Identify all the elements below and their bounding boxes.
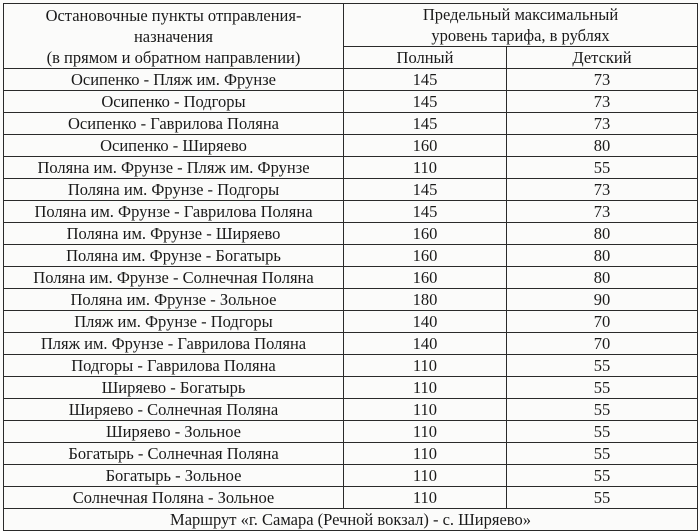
full-fare-cell: 145 [344,179,507,201]
child-fare-cell: 55 [507,157,698,179]
child-fare-cell: 55 [507,487,698,509]
stops-cell: Осипенко - Ширяево [4,135,344,157]
full-fare-cell: 110 [344,443,507,465]
child-fare-cell: 73 [507,179,698,201]
full-fare-cell: 110 [344,421,507,443]
table-row [4,421,698,443]
fare-table-header [4,4,698,69]
child-fare-cell: 55 [507,443,698,465]
full-fare-cell: 110 [344,487,507,509]
tariff-header-line2: уровень тарифа, в рублях [431,26,610,45]
table-row [4,113,698,135]
stops-cell: Осипенко - Пляж им. Фрунзе [4,69,344,91]
full-fare-header: Полный [344,47,507,69]
table-row [4,289,698,311]
stops-cell: Поляна им. Фрунзе - Подгоры [4,179,344,201]
table-row [4,69,698,91]
stops-cell: Поляна им. Фрунзе - Богатырь [4,245,344,267]
table-row [4,399,698,421]
tariff-column-header [344,4,698,47]
table-row [4,487,698,509]
stops-cell: Пляж им. Фрунзе - Гаврилова Поляна [4,333,344,355]
table-row [4,333,698,355]
full-fare-cell: 140 [344,311,507,333]
table-row [4,201,698,223]
table-row [4,179,698,201]
child-fare-cell: 80 [507,135,698,157]
child-fare-cell: 73 [507,201,698,223]
stops-cell: Ширяево - Зольное [4,421,344,443]
child-fare-cell: 70 [507,311,698,333]
stops-header-line2: назначения [133,26,214,46]
child-fare-cell: 73 [507,69,698,91]
child-fare-cell: 55 [507,355,698,377]
stops-cell: Ширяево - Солнечная Поляна [4,399,344,421]
stops-cell: Ширяево - Богатырь [4,377,344,399]
table-row [4,311,698,333]
fare-table-body [4,69,698,509]
full-fare-cell: 110 [344,377,507,399]
stops-cell: Богатырь - Зольное [4,465,344,487]
full-fare-cell: 140 [344,333,507,355]
stops-cell: Богатырь - Солнечная Поляна [4,443,344,465]
child-fare-cell: 80 [507,223,698,245]
child-fare-cell: 55 [507,377,698,399]
child-fare-cell: 70 [507,333,698,355]
tariff-header-line1: Предельный максимальный [422,5,619,24]
table-row [4,443,698,465]
table-row [4,377,698,399]
full-fare-cell: 145 [344,91,507,113]
stops-cell: Поляна им. Фрунзе - Солнечная Поляна [4,267,344,289]
full-fare-cell: 160 [344,267,507,289]
stops-header-line1: Остановочные пункты отправления- [45,5,302,25]
full-fare-cell: 145 [344,69,507,91]
stops-cell: Осипенко - Гаврилова Поляна [4,113,344,135]
route-footer: Маршрут «г. Самара (Речной вокзал) - с. Ширяево» [4,509,698,531]
stops-cell: Подгоры - Гаврилова Поляна [4,355,344,377]
full-fare-cell: 110 [344,465,507,487]
table-row [4,355,698,377]
stops-cell: Пляж им. Фрунзе - Подгоры [4,311,344,333]
child-fare-cell: 80 [507,267,698,289]
full-fare-cell: 110 [344,157,507,179]
full-fare-cell: 160 [344,245,507,267]
full-fare-cell: 145 [344,113,507,135]
stops-cell: Поляна им. Фрунзе - Пляж им. Фрунзе [4,157,344,179]
child-fare-cell: 90 [507,289,698,311]
child-fare-cell: 73 [507,113,698,135]
table-row [4,157,698,179]
stops-column-header [4,4,344,69]
fare-table [3,3,698,531]
stops-cell: Осипенко - Подгоры [4,91,344,113]
child-fare-cell: 80 [507,245,698,267]
full-fare-cell: 110 [344,355,507,377]
full-fare-cell: 160 [344,223,507,245]
stops-cell: Поляна им. Фрунзе - Зольное [4,289,344,311]
table-row [4,465,698,487]
full-fare-cell: 160 [344,135,507,157]
stops-header-line3: (в прямом и обратном направлении) [46,47,301,67]
table-row [4,223,698,245]
full-fare-cell: 110 [344,399,507,421]
table-row [4,245,698,267]
child-fare-cell: 73 [507,91,698,113]
child-fare-cell: 55 [507,465,698,487]
full-fare-cell: 145 [344,201,507,223]
child-fare-cell: 55 [507,399,698,421]
stops-cell: Солнечная Поляна - Зольное [4,487,344,509]
table-row [4,135,698,157]
child-fare-header: Детский [507,47,698,69]
stops-cell: Поляна им. Фрунзе - Гаврилова Поляна [4,201,344,223]
child-fare-cell: 55 [507,421,698,443]
table-row [4,91,698,113]
full-fare-cell: 180 [344,289,507,311]
table-row [4,267,698,289]
stops-cell: Поляна им. Фрунзе - Ширяево [4,223,344,245]
